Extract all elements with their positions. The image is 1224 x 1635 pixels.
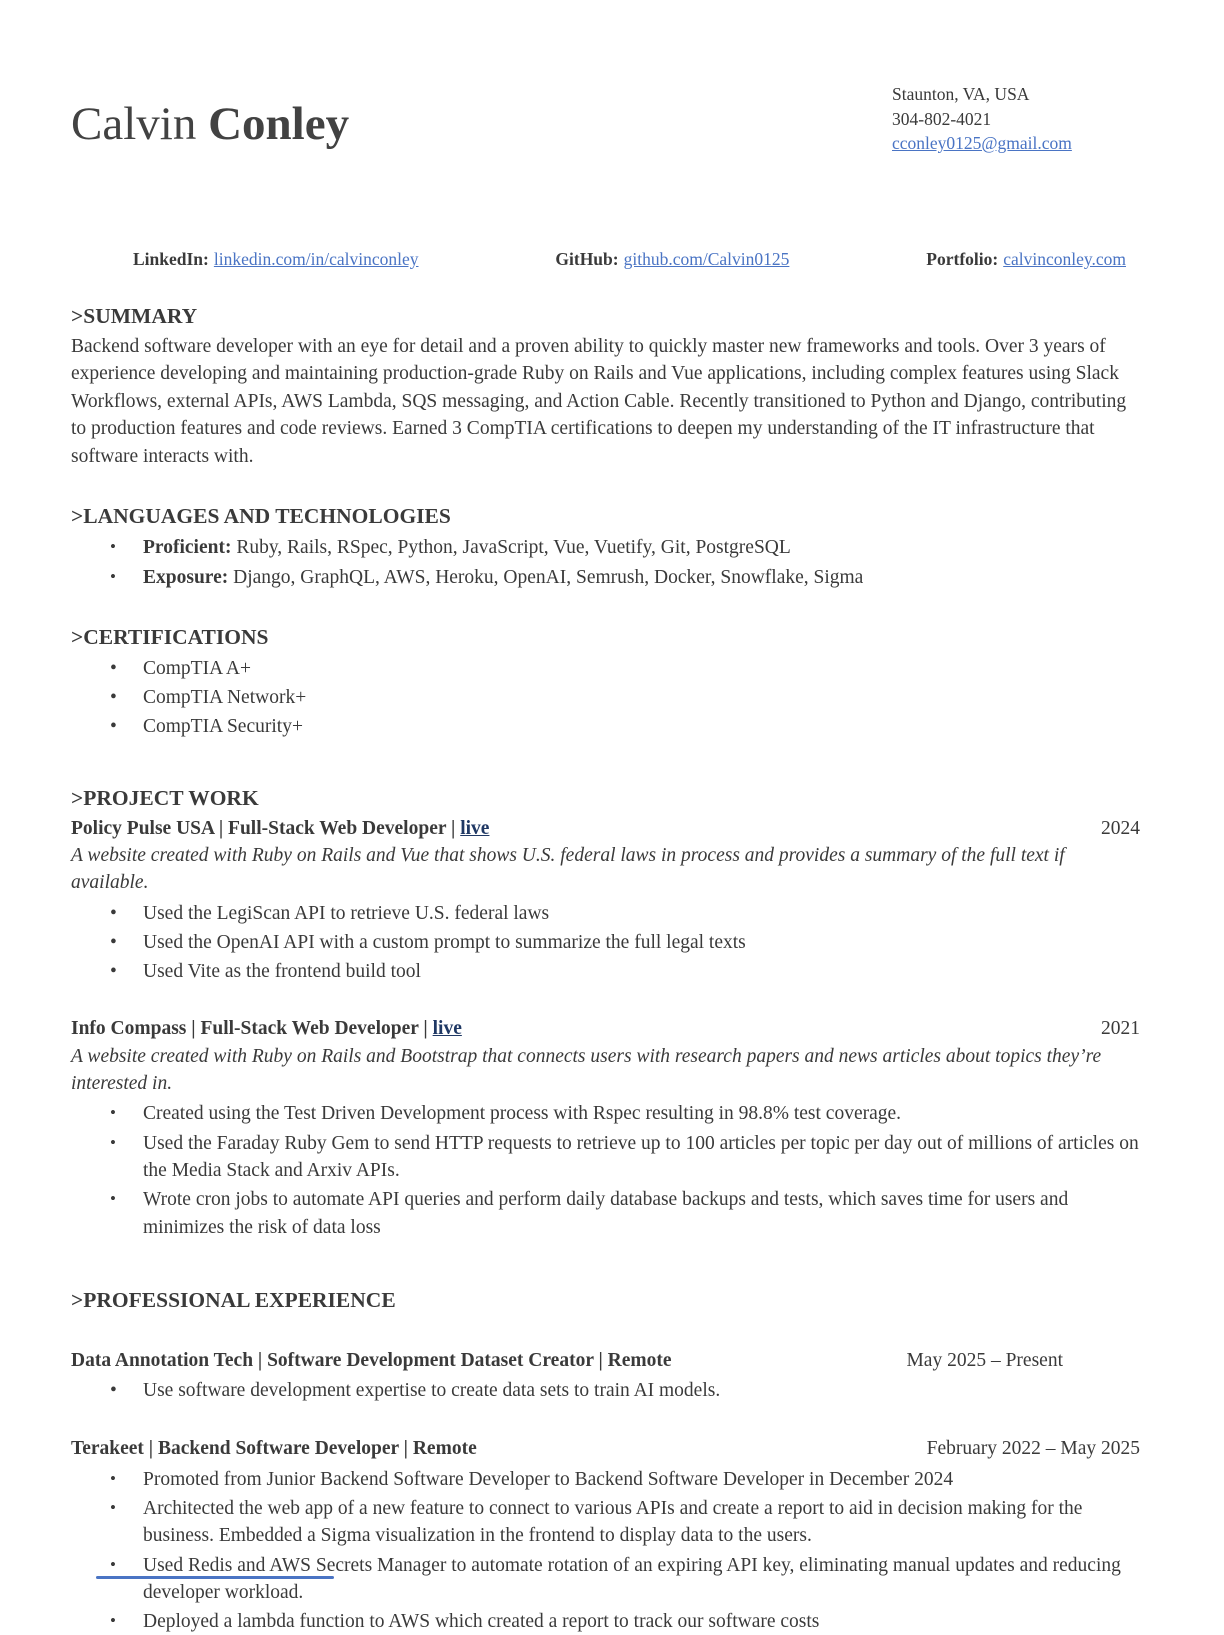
experience-entry-data-annotation xyxy=(71,1347,1140,1405)
email-link[interactable]: cconley0125@gmail.com xyxy=(892,133,1072,153)
languages-list xyxy=(71,534,1140,591)
section-certifications xyxy=(71,624,1140,741)
list-item: • Wrote cron jobs to automate API queries and perform daily database backups and tests, which saves time for users and minimizes the risk of data loss xyxy=(71,1186,1140,1241)
list-item: • Used the LegiScan API to retrieve U.S. federal laws xyxy=(71,900,1140,927)
list-item: • CompTIA Security+ xyxy=(71,713,1140,740)
project-bullets xyxy=(71,900,1140,986)
job-bullets xyxy=(71,1466,1140,1635)
portfolio-item xyxy=(926,249,1126,270)
exposure-text: Django, GraphQL, AWS, Heroku, OpenAI, Semrush, Docker, Snowflake, Sigma xyxy=(228,566,864,588)
proficient-text: Ruby, Rails, RSpec, Python, JavaScript, Vue, Vuetify, Git, PostgreSQL xyxy=(231,537,791,559)
github-label: GitHub: xyxy=(555,249,619,270)
project-description: A website created with Ruby on Rails and Vue that shows U.S. federal laws in process and provides a summary of the full text if available. xyxy=(71,844,1065,894)
linkedin-label: LinkedIn: xyxy=(133,249,209,270)
list-item: • Used Vite as the frontend build tool xyxy=(71,958,1140,985)
contact-phone: 304-802-4021 xyxy=(892,108,992,129)
list-item: • Created using the Test Driven Development process with Rspec resulting in 98.8% test coverage. xyxy=(71,1100,1140,1127)
job-title: Terakeet | Backend Software Developer | Remote xyxy=(71,1438,477,1460)
list-item xyxy=(71,564,1140,591)
experience-heading: >PROFESSIONAL EXPERIENCE xyxy=(71,1287,396,1312)
linkedin-link[interactable]: linkedin.com/in/calvinconley xyxy=(213,249,419,270)
page-title xyxy=(71,97,349,151)
contact-location: Staunton, VA, USA xyxy=(892,84,1030,104)
project-title: Policy Pulse USA | Full-Stack Web Developer | xyxy=(71,817,461,839)
live-link[interactable]: live xyxy=(460,817,490,839)
live-link[interactable]: live xyxy=(432,1018,462,1040)
list-item xyxy=(71,534,1140,561)
list-item: • Used the Faraday Ruby Gem to send HTTP requests to retrieve up to 100 articles per topic per day out of millions of articles on the Media Stack and Arxiv APIs. xyxy=(71,1130,1140,1185)
project-title: Info Compass | Full-Stack Web Developer | xyxy=(71,1018,433,1040)
clipped-link-underline xyxy=(96,1576,334,1579)
project-bullets xyxy=(71,1100,1140,1240)
section-summary xyxy=(71,303,1140,470)
github-link[interactable]: github.com/Calvin0125 xyxy=(623,249,790,270)
entry-head xyxy=(71,1347,1140,1374)
project-description: A website created with Ruby on Rails and Bootstrap that connects users with research papers and news articles about topics they’re interested in. xyxy=(71,1045,1102,1095)
section-languages xyxy=(71,503,1140,591)
list-item: • Use software development expertise to create data sets to train AI models. xyxy=(71,1377,1140,1404)
list-item: • Deployed a lambda function to AWS which created a report to track our software costs xyxy=(71,1608,1140,1635)
entry-head xyxy=(71,1015,1140,1042)
project-date: 2024 xyxy=(1101,817,1140,839)
entry-head xyxy=(71,815,1140,842)
list-item: • Promoted from Junior Backend Software Developer to Backend Software Developer in December 2024 xyxy=(71,1466,1140,1493)
linkedin-item xyxy=(133,249,418,270)
job-date: February 2022 – May 2025 xyxy=(926,1438,1140,1460)
experience-entry-terakeet xyxy=(71,1435,1140,1635)
summary-heading: >SUMMARY xyxy=(71,304,198,329)
project-entry-info-compass xyxy=(71,1015,1140,1240)
project-entry-policy-pulse xyxy=(71,815,1140,986)
job-date: May 2025 – Present xyxy=(906,1349,1063,1371)
job-title: Data Annotation Tech | Software Development Dataset Creator | Remote xyxy=(71,1349,672,1371)
entry-head xyxy=(71,1435,1140,1462)
list-item: • CompTIA Network+ xyxy=(71,684,1140,711)
profile-links-row xyxy=(133,249,1126,270)
exposure-label: Exposure: xyxy=(143,566,229,588)
languages-heading: >LANGUAGES AND TECHNOLOGIES xyxy=(71,504,451,529)
header xyxy=(71,66,1140,183)
job-bullets xyxy=(71,1377,1140,1404)
section-experience xyxy=(71,1287,1140,1635)
list-item: • Used the OpenAI API with a custom prompt to summarize the full legal texts xyxy=(71,929,1140,956)
list-item: • Used Redis and AWS Secrets Manager to automate rotation of an expiring API key, eliminating manual updates and reducing developer workload. xyxy=(71,1552,1140,1607)
portfolio-link[interactable]: calvinconley.com xyxy=(1003,249,1126,270)
projects-heading: >PROJECT WORK xyxy=(71,785,259,810)
proficient-label: Proficient: xyxy=(143,537,232,559)
contact-block xyxy=(892,66,1140,156)
project-date: 2021 xyxy=(1101,1018,1140,1040)
certifications-heading: >CERTIFICATIONS xyxy=(71,624,269,649)
certifications-list xyxy=(71,655,1140,741)
list-item: • CompTIA A+ xyxy=(71,655,1140,682)
portfolio-label: Portfolio: xyxy=(926,249,999,270)
section-projects xyxy=(71,785,1140,1241)
list-item: • Architected the web app of a new feature to connect to various APIs and create a report to aid in decision making for the business. Embedded a Sigma visualization in the frontend to display data to the users. xyxy=(71,1495,1140,1550)
github-item xyxy=(555,249,789,270)
summary-text: Backend software developer with an eye for detail and a proven ability to quickly master new frameworks and tools. Over 3 years of experience developing and maintaining production-grade Ruby on Rails and Vue applications, including complex features using Slack Workflows, external APIs, AWS Lambda, SQS messaging, and Action Cable. Recently transitioned to Python and Django, contributing to production features and code reviews. Earned 3 CompTIA certifications to deepen my understanding of the IT infrastructure that software interacts with. xyxy=(71,335,1127,467)
first-name: Calvin xyxy=(71,98,197,151)
last-name: Conley xyxy=(208,98,350,151)
